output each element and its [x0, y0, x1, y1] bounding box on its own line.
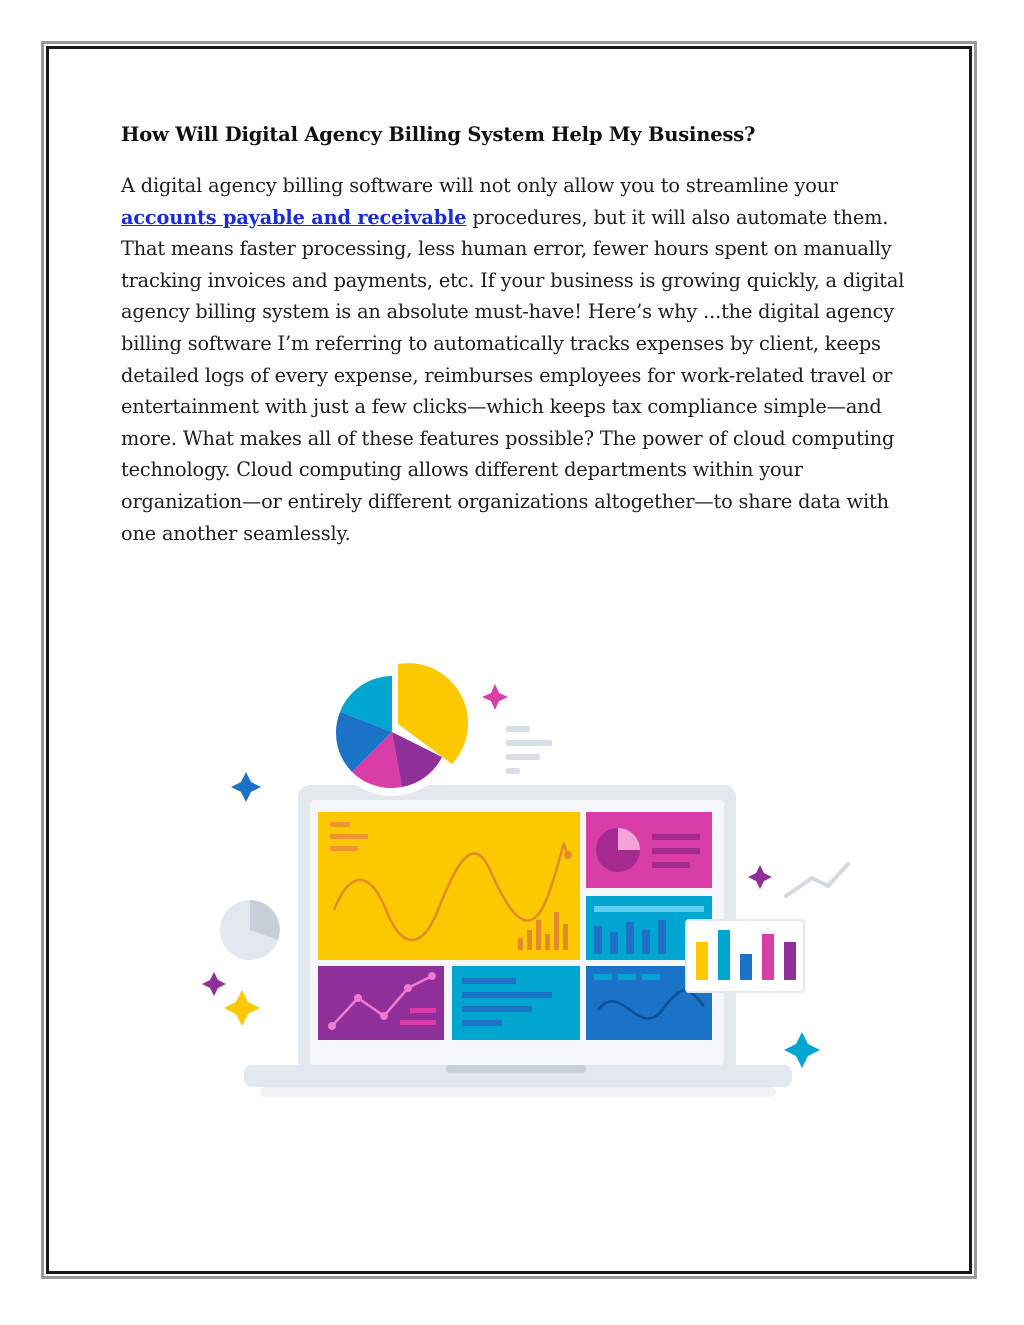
trend-line-icon — [786, 864, 848, 896]
dashboard-panel-purple — [318, 966, 444, 1040]
sparkle-icon — [202, 972, 226, 996]
small-pie-icon — [220, 896, 284, 960]
paragraph-text-rest: procedures, but it will also automate them. That means faster processing, less human error, fewer hours spent on manually tracking invoices and payments, etc. If your business is growing quickly, a digital agency billing system is an absolute must-have! Here’s why ...the digital agency billing software I’m referring to automatically tracks expenses by client, keeps detailed logs of every expense, reimburses employees for work-related travel or entertainment with just a few clicks—which keeps tax compliance simple—and more. What makes all of these features possible? The power of cloud computing technology. Cloud computing allows different departments within your organization—or entirely different organizations altogether—to share data with one another seamlessly. — [121, 205, 905, 545]
floating-bar-chart-card — [686, 920, 804, 992]
accounts-payable-link[interactable]: accounts payable and receivable — [121, 205, 467, 229]
article-paragraph — [121, 170, 916, 549]
sparkle-icon — [784, 1032, 820, 1068]
sparkle-icon — [231, 772, 261, 802]
decorative-lines — [506, 726, 552, 774]
article — [121, 118, 916, 549]
article-heading: How Will Digital Agency Billing System Help My Business? — [121, 123, 756, 146]
paragraph-text-start: A digital agency billing software will not only allow you to streamline your — [121, 174, 839, 197]
sparkle-icon — [224, 990, 260, 1026]
sparkle-icon — [748, 865, 772, 889]
billing-dashboard-illustration — [200, 650, 860, 1120]
dashboard-panel-magenta — [586, 812, 712, 888]
dashboard-panel-cyan-list — [452, 966, 580, 1040]
sparkle-icon — [482, 684, 508, 710]
dashboard-panel-yellow — [318, 812, 580, 960]
pie-chart-icon — [328, 663, 468, 796]
